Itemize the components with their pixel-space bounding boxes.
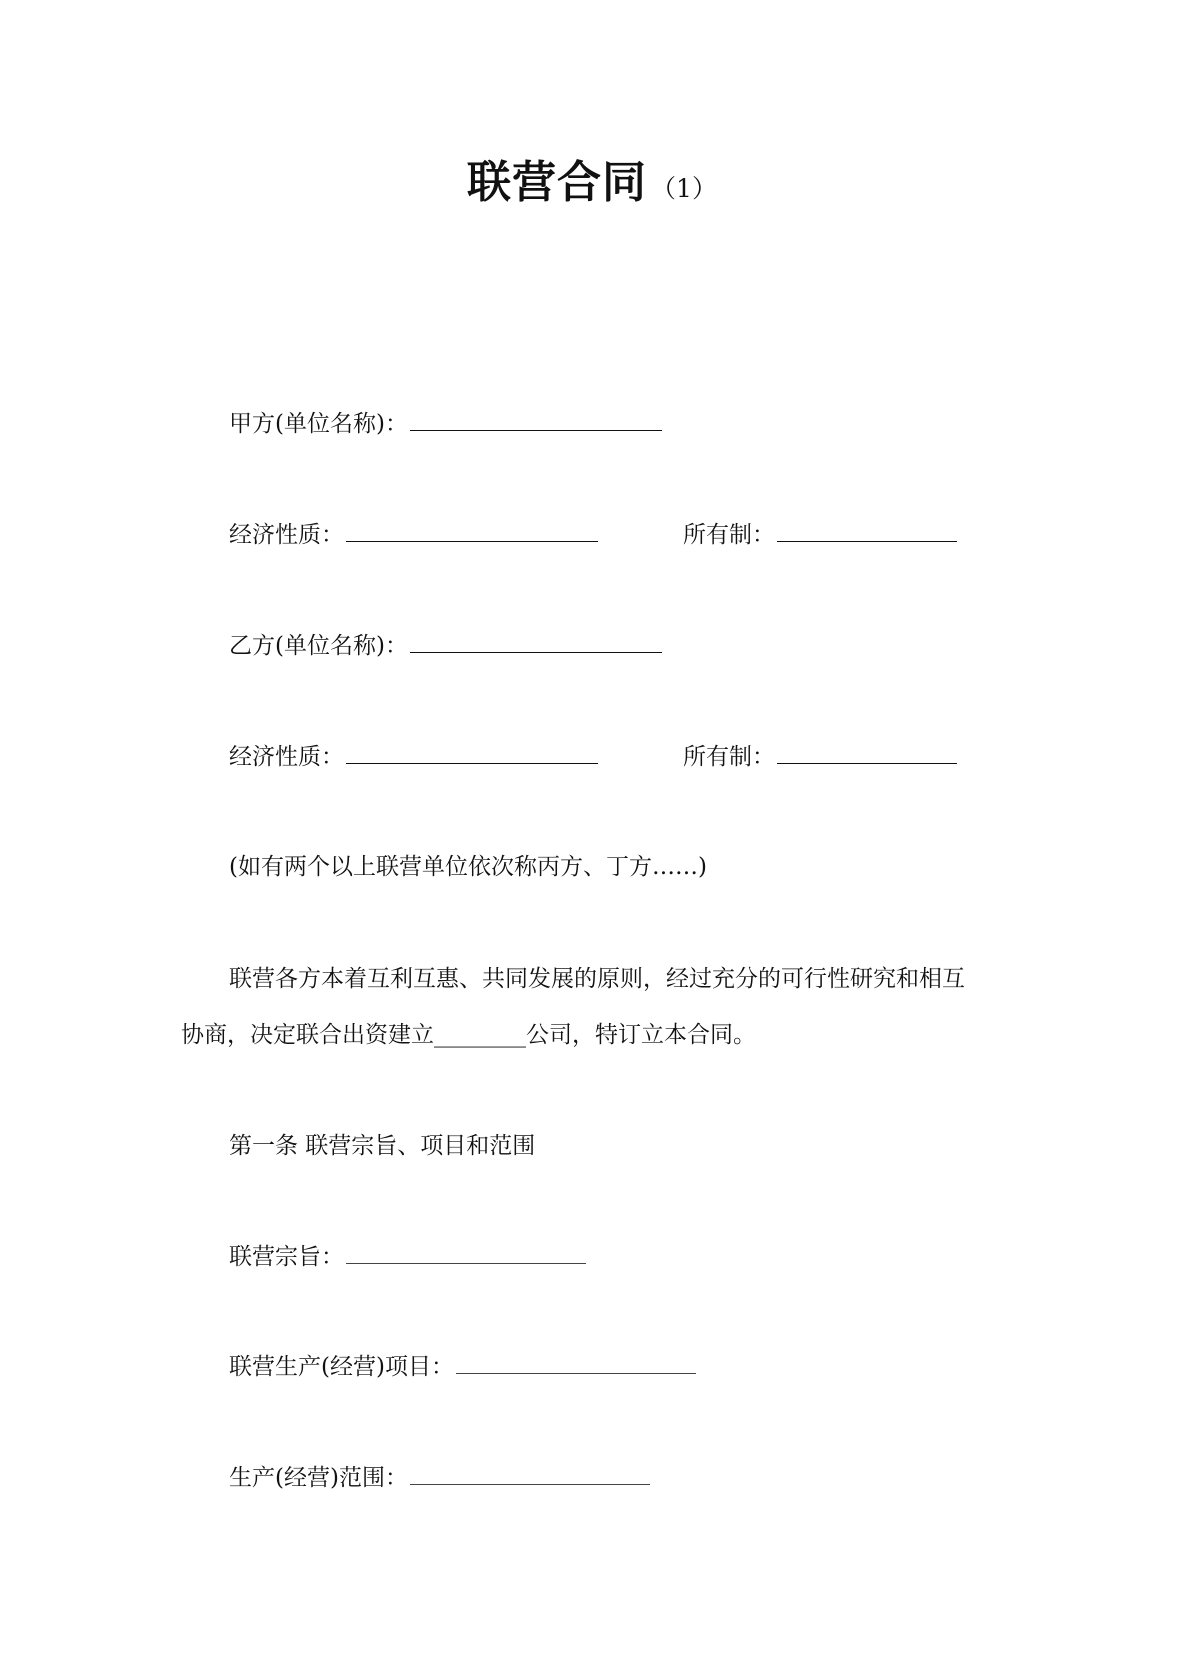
party-a-ownership-blank[interactable] bbox=[777, 540, 957, 542]
party-a-nature-row bbox=[229, 520, 598, 550]
scope-row bbox=[229, 1463, 650, 1493]
project-blank[interactable] bbox=[456, 1372, 696, 1374]
preamble-text-before: 协商，决定联合出资建立 bbox=[181, 1022, 434, 1048]
purpose-blank[interactable] bbox=[346, 1262, 586, 1264]
party-a-label: 甲方(单位名称)： bbox=[229, 411, 408, 437]
party-a-nature-blank[interactable] bbox=[346, 540, 598, 542]
party-b-ownership-label: 所有制： bbox=[683, 744, 775, 770]
scope-blank[interactable] bbox=[410, 1483, 650, 1485]
party-a-row bbox=[229, 409, 662, 439]
party-b-name-blank[interactable] bbox=[410, 651, 662, 653]
document-title bbox=[0, 146, 1184, 210]
purpose-row bbox=[229, 1242, 586, 1272]
purpose-label: 联营宗旨： bbox=[229, 1244, 344, 1270]
preamble-line-1: 联营各方本着互利互惠、共同发展的原则，经过充分的可行性研究和相互 bbox=[229, 966, 965, 992]
company-name-blank[interactable]: ________ bbox=[434, 1022, 526, 1048]
title-number: （1） bbox=[651, 174, 717, 203]
party-a-ownership-row bbox=[683, 520, 957, 550]
party-b-ownership-blank[interactable] bbox=[777, 762, 957, 764]
party-b-label: 乙方(单位名称)： bbox=[229, 633, 408, 659]
party-b-nature-row bbox=[229, 742, 598, 772]
project-label: 联营生产(经营)项目： bbox=[229, 1354, 454, 1380]
title-main: 联营合同 bbox=[467, 157, 648, 208]
party-b-row bbox=[229, 631, 662, 661]
article-1-heading: 第一条 联营宗旨、项目和范围 bbox=[229, 1133, 536, 1159]
party-b-ownership-row bbox=[683, 742, 957, 772]
party-a-ownership-label: 所有制： bbox=[683, 522, 775, 548]
party-b-nature-blank[interactable] bbox=[346, 762, 598, 764]
project-row bbox=[229, 1352, 696, 1382]
additional-parties-note: (如有两个以上联营单位依次称丙方、丁方……) bbox=[229, 854, 707, 880]
scope-label: 生产(经营)范围： bbox=[229, 1465, 408, 1491]
party-a-name-blank[interactable] bbox=[410, 429, 662, 431]
party-a-nature-label: 经济性质： bbox=[229, 522, 344, 548]
party-b-nature-label: 经济性质： bbox=[229, 744, 344, 770]
preamble-line-2 bbox=[181, 1020, 756, 1050]
preamble-text-after: 公司，特订立本合同。 bbox=[526, 1022, 756, 1048]
